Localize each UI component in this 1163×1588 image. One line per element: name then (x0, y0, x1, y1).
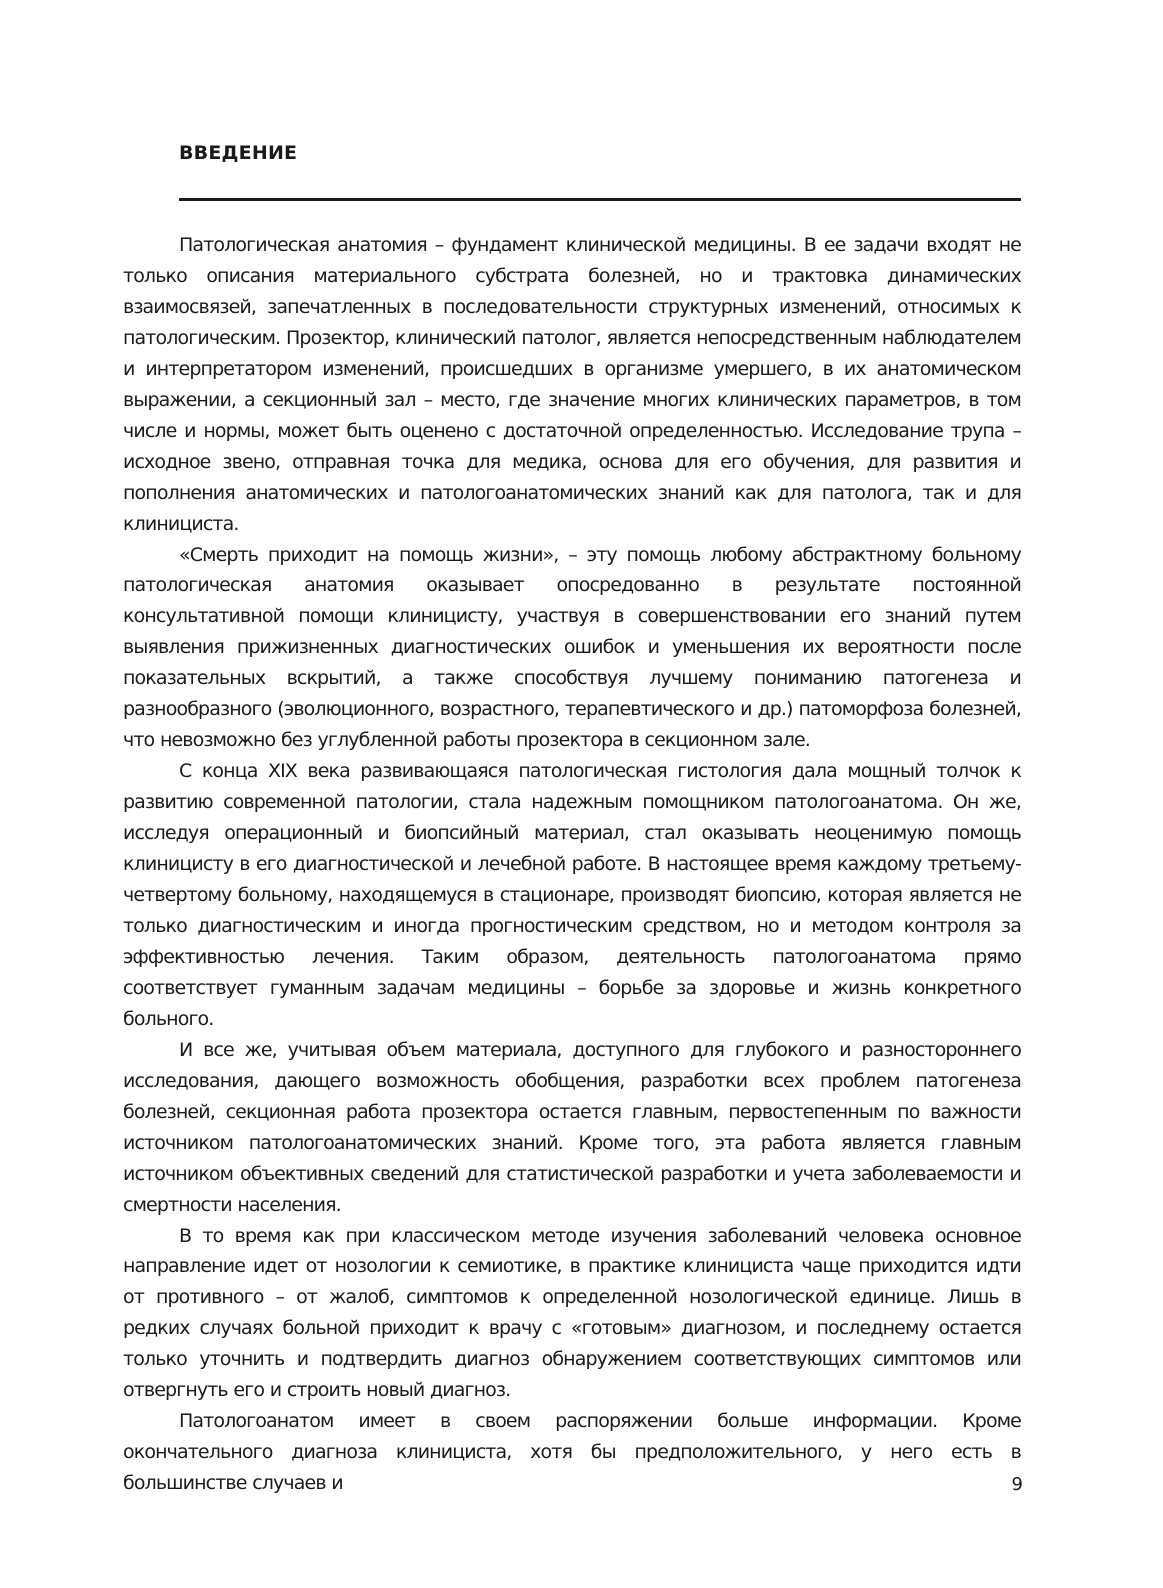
section-heading: ВВЕДЕНИЕ (179, 142, 298, 164)
paragraph-1: Патологическая анатомия – фундамент клинической медицины. В ее задачи входят не только описания материального субстрата болезней, но и трактовка динамических взаимосвязей, запечатленных в последовательности структурных изменений, относимых к патологическим. Прозектор, клинический патолог, является непосредственным наблюдателем и интерпретатором изменений, происшедших в организме умершего, в их анатомическом выражении, а секционный зал – место, где значение многих клинических параметров, в том числе и нормы, может быть оценено с достаточной определенностью. Исследование трупа – исходное звено, отправная точка для медика, основа для его обучения, для развития и пополнения анатомических и патологоанатомических знаний как для патолога, так и для клинициста. (123, 234, 1021, 535)
paragraph-3: С конца XIX века развивающаяся патологическая гистология дала мощный толчок к развитию современной патологии, стала надежным помощником патологоанатома. Он же, исследуя операционный и биопсийный материал, стал оказывать неоценимую помощь клиницисту в его диагностической и лечебной работе. В настоящее время каждому третьему-четвертому больному, находящемуся в стационаре, производят биопсию, которая является не только диагностическим и иногда прогностическим средством, но и методом контроля за эффективностью лечения. Таким образом, деятельность патологоанатома прямо соответствует гуманным задачам медицины – борьбе за здоровье и жизнь конкретного больного. (123, 760, 1021, 1030)
page-number: 9 (1011, 1474, 1023, 1495)
heading-divider (179, 198, 1021, 201)
paragraph-2: «Смерть приходит на помощь жизни», – эту помощь любому абстрактному больному патологическая анатомия оказывает опосредованно в результате постоянной консультативной помощи клиницисту, участвуя в совершенствовании его знаний путем выявления прижизненных диагностических ошибок и уменьшения их вероятности после показательных вскрытий, а также способствуя лучшему пониманию патогенеза и разнообразного (эволюционного, возрастного, терапевтического и др.) патоморфоза болезней, что невозможно без углубленной работы прозектора в секционном зале. (123, 543, 1021, 752)
paragraph-4: И все же, учитывая объем материала, доступного для глубокого и разностороннего исследования, дающего возможность обобщения, разработки всех проблем патогенеза болезней, секционная работа прозектора остается главным, первостепенным по важности источником патологоанатомических знаний. Кроме того, эта работа является главным источником объективных сведений для статистической разработки и учета заболеваемости и смертности населения. (123, 1038, 1021, 1216)
paragraph-5: В то время как при классическом методе изучения заболеваний человека основное направление идет от нозологии к семиотике, в практике клинициста чаще приходится идти от противного – от жалоб, симптомов к определенной нозологической единице. Лишь в редких случаях больной приходит к врачу с «готовым» диагнозом, и последнему остается только уточнить и подтвердить диагноз обнаружением соответствующих симптомов или отвергнуть его и строить новый диагноз. (123, 1224, 1021, 1402)
body-text (123, 230, 1021, 1499)
paragraph-6: Патологоанатом имеет в своем распоряжении больше информации. Кроме окончательного диагноза клинициста, хотя бы предположительного, у него есть в большинстве случаев и (123, 1410, 1021, 1495)
